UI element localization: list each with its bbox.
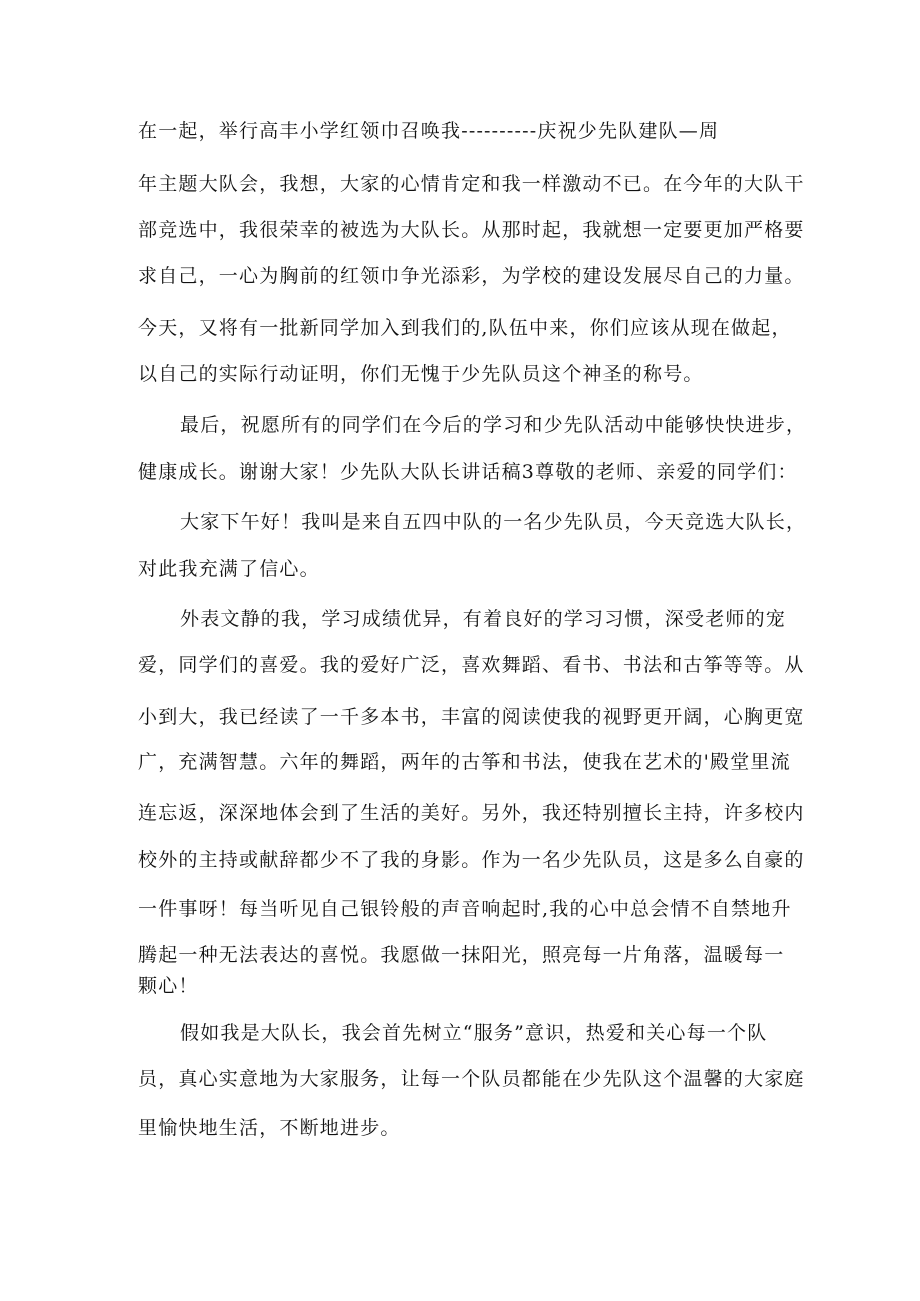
text-line: 大家下午好！我叫是来自五四中队的一名少先队员，今天竞选大队长， (180, 511, 807, 533)
text-line: 假如我是大队长，我会首先树立“服务”意识，热爱和关心每一个队 (180, 1022, 768, 1044)
text-line: 连忘返，深深地体会到了生活的美好。另外，我还特别擅长主持，许多校内 (138, 802, 805, 824)
text-line: 里愉快地生活，不断地进步。 (138, 1117, 401, 1139)
text-line: 以自己的实际行动证明，你们无愧于少先队员这个神圣的称号。 (138, 363, 704, 385)
text-line: 在一起，举行高丰小学红领巾召唤我----------庆祝少先队建队—周 (138, 120, 720, 142)
text-line: 今天，又将有一批新同学加入到我们的,队伍中来，你们应该从现在做起， (138, 317, 792, 339)
text-line: 年主题大队会，我想，大家的心情肯定和我一样激动不已。在今年的大队干 (138, 173, 805, 195)
text-line: 校外的主持或献辞都少不了我的身影。作为一名少先队员，这是多么自豪的 (138, 849, 805, 871)
text-line: 部竞选中，我很荣幸的被选为大队长。从那时起，我就想一定要更加严格要 (138, 219, 805, 241)
text-line: 颗心！ (138, 975, 199, 997)
text-line: 小到大，我已经读了一千多本书，丰富的阅读使我的视野更开阔，心胸更宽 (138, 706, 805, 728)
text-line: 员，真心实意地为大家服务，让每一个队员都能在少先队这个温馨的大家庭 (138, 1068, 805, 1090)
text-line: 最后，祝愿所有的同学们在今后的学习和少先队活动中能够快快进步， (180, 414, 807, 436)
text-line: 广，充满智慧。六年的舞蹈，两年的古筝和书法，使我在艺术的'殿堂里流 (138, 751, 791, 773)
text-line: 一件事呀！每当听见自己银铃般的声音响起时,我的心中总会情不自禁地升 (138, 898, 792, 920)
text-line: 求自己，一心为胸前的红领巾争光添彩，为学校的建设发展尽自己的力量。 (138, 265, 805, 287)
text-line: 腾起一种无法表达的喜悦。我愿做一抹阳光，照亮每一片角落，温暖每一 (138, 944, 785, 966)
text-line: 外表文静的我，学习成绩优异，有着良好的学习习惯，深受老师的宠 (180, 608, 787, 630)
text-line: 健康成长。谢谢大家！少先队大队长讲话稿3尊敬的老师、亲爱的同学们： (138, 461, 798, 483)
text-line: 对此我充满了信心。 (138, 558, 320, 580)
text-line: 爱，同学们的喜爱。我的爱好广泛，喜欢舞蹈、看书、书法和古筝等等。从 (138, 654, 805, 676)
